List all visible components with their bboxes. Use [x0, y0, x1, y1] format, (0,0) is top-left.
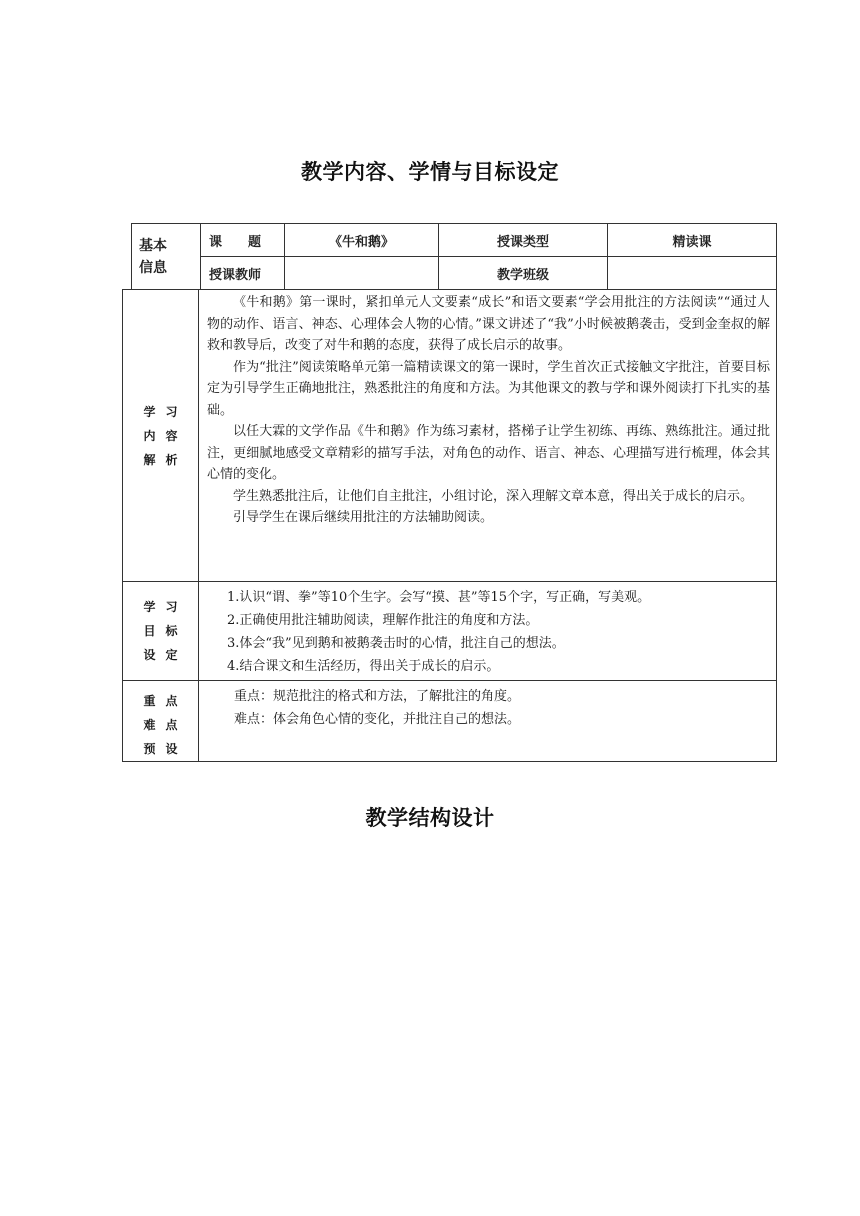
goal-item: 1.认识“谓、拳”等10个生字。会写“摸、甚”等15个字，写正确，写美观。 — [227, 590, 651, 605]
teaching-content-table — [122, 289, 777, 762]
key-points-header — [123, 681, 199, 762]
analysis-paragraph: 引导学生在课后继续用批注的方法辅助阅读。 — [233, 510, 494, 525]
subject-value: 《牛和鹅》 — [285, 224, 439, 257]
key-points-header-text: 重点 难点 预设 — [143, 694, 188, 756]
key-point-item: 重点：规范批注的格式和方法，了解批注的角度。 — [234, 689, 521, 704]
learning-goals-header-text: 学习 目标 设定 — [143, 600, 188, 662]
analysis-paragraph: 以任大霖的文学作品《牛和鹅》作为练习素材，搭梯子让学生初练、再练、熟练批注。通过批注，更细腻地感受文章精彩的描写手法，对角色的动作、语言、神态、心理描写进行梳理，体会其心情的变化。 — [207, 424, 770, 482]
subject-label: 课 题 — [201, 224, 285, 257]
basic-info-table — [131, 223, 777, 290]
analysis-paragraph: 《牛和鹅》第一课时，紧扣单元人文要素“成长”和语文要素“学会用批注的方法阅读”“通过人物的动作、语言、神态、心理体会人物的心情。”课文讲述了“我”小时候被鹅袭击，受到金奎叔的解救和教导后，改变了对牛和鹅的态度，获得了成长启示的故事。 — [207, 295, 770, 353]
learning-goals-header — [123, 582, 199, 681]
learning-goals-cell — [199, 582, 777, 681]
lesson-type-label: 授课类型 — [439, 224, 608, 257]
basic-info-header — [132, 224, 201, 290]
goal-item: 3.体会“我”见到鹅和被鹅袭击时的心情，批注自己的想法。 — [227, 636, 565, 651]
class-label: 教学班级 — [439, 257, 608, 290]
teacher-value — [285, 257, 439, 290]
section-title: 教学结构设计 — [365, 806, 495, 830]
page-title: 教学内容、学情与目标设定 — [301, 160, 559, 184]
goal-item: 2.正确使用批注辅助阅读，理解作批注的角度和方法。 — [227, 613, 539, 628]
content-analysis-cell — [199, 290, 777, 582]
content-analysis-header — [123, 290, 199, 582]
lesson-type-value: 精读课 — [608, 224, 777, 257]
basic-info-header-text: 基本 信息 — [139, 237, 167, 276]
key-point-item: 难点：体会角色心情的变化，并批注自己的想法。 — [234, 712, 521, 727]
analysis-paragraph: 学生熟悉批注后，让他们自主批注，小组讨论，深入理解文章本意，得出关于成长的启示。 — [233, 488, 754, 504]
teacher-label: 授课教师 — [201, 257, 285, 290]
content-analysis-header-text: 学习 内容 解析 — [143, 404, 188, 467]
analysis-paragraph: 作为“批注”阅读策略单元第一篇精读课文的第一课时，学生首次正式接触文字批注，首要目标定为引导学生正确地批注，熟悉批注的角度和方法。为其他课文的教与学和课外阅读打下扎实的基础。 — [207, 359, 770, 418]
key-points-cell — [199, 681, 777, 762]
class-value — [608, 257, 777, 290]
goal-item: 4.结合课文和生活经历，得出关于成长的启示。 — [227, 659, 500, 674]
